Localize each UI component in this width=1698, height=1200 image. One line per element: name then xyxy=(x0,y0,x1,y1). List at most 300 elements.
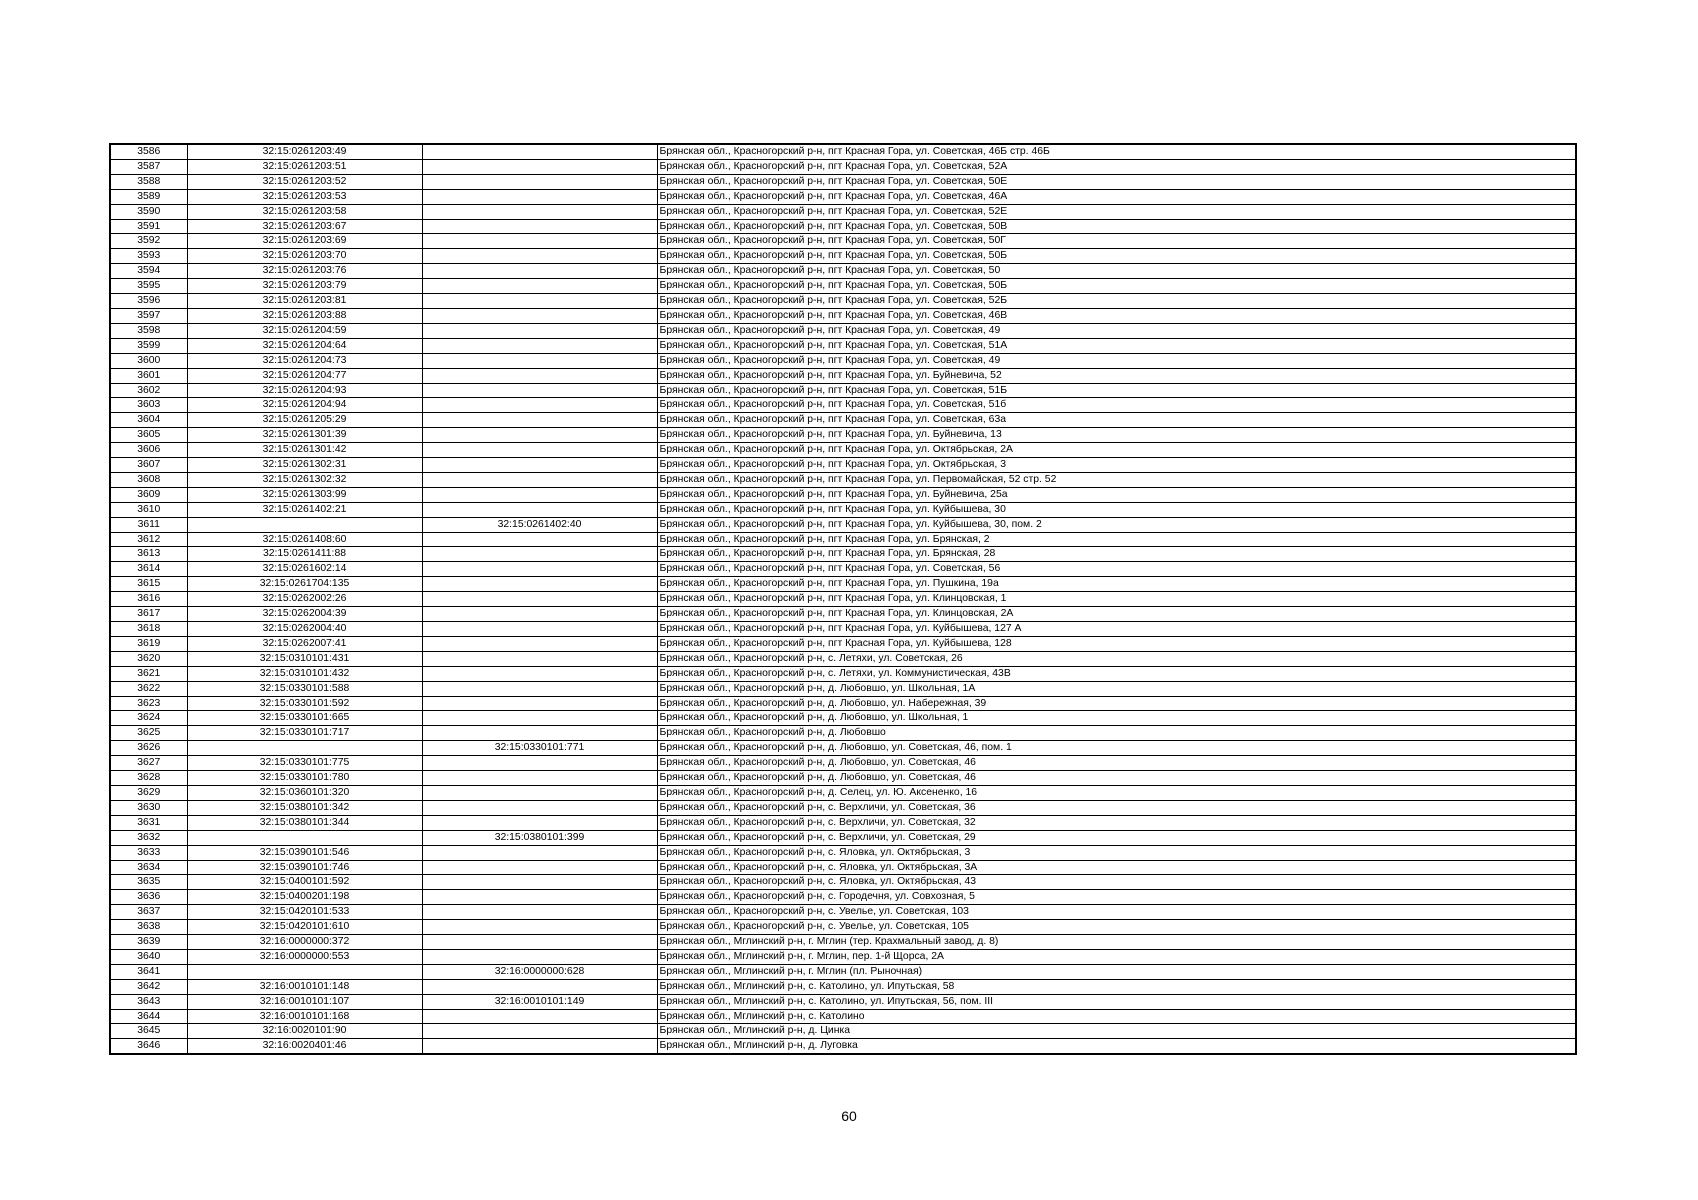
premises-cadastral-number-cell xyxy=(422,681,657,696)
cadastral-number-cell: 32:15:0261203:81 xyxy=(187,294,422,309)
address-cell: Брянская обл., Красногорский р-н, пгт Красная Гора, ул. Куйбышева, 30 xyxy=(657,502,1576,517)
address-cell: Брянская обл., Красногорский р-н, д. Любовшо, ул. Советская, 46 xyxy=(657,756,1576,771)
cadastral-number-cell: 32:15:0261204:59 xyxy=(187,323,422,338)
row-number-cell: 3614 xyxy=(110,562,187,577)
cadastral-number-cell: 32:15:0261203:58 xyxy=(187,204,422,219)
row-number-cell: 3629 xyxy=(110,785,187,800)
table-row xyxy=(110,1039,1576,1054)
premises-cadastral-number-cell xyxy=(422,771,657,786)
table-row xyxy=(110,398,1576,413)
table-row xyxy=(110,562,1576,577)
premises-cadastral-number-cell xyxy=(422,338,657,353)
address-cell: Брянская обл., Красногорский р-н, пгт Красная Гора, ул. Советская, 56 xyxy=(657,562,1576,577)
premises-cadastral-number-cell xyxy=(422,651,657,666)
address-cell: Брянская обл., Красногорский р-н, с. Городечня, ул. Совхозная, 5 xyxy=(657,890,1576,905)
premises-cadastral-number-cell xyxy=(422,622,657,637)
cadastral-number-cell: 32:15:0420101:610 xyxy=(187,920,422,935)
row-number-cell: 3646 xyxy=(110,1039,187,1054)
address-cell: Брянская обл., Красногорский р-н, с. Летяхи, ул. Коммунистическая, 43В xyxy=(657,666,1576,681)
cadastral-number-cell: 32:15:0261204:64 xyxy=(187,338,422,353)
cadastral-number-cell: 32:15:0262002:26 xyxy=(187,592,422,607)
table-row xyxy=(110,189,1576,204)
row-number-cell: 3644 xyxy=(110,1009,187,1024)
table-row xyxy=(110,517,1576,532)
table-row xyxy=(110,338,1576,353)
table-row xyxy=(110,472,1576,487)
premises-cadastral-number-cell xyxy=(422,234,657,249)
premises-cadastral-number-cell xyxy=(422,204,657,219)
premises-cadastral-number-cell xyxy=(422,144,657,159)
cadastral-number-cell: 32:15:0261203:52 xyxy=(187,174,422,189)
premises-cadastral-number-cell xyxy=(422,219,657,234)
address-cell: Брянская обл., Красногорский р-н, пгт Красная Гора, ул. Буйневича, 52 xyxy=(657,368,1576,383)
address-cell: Брянская обл., Красногорский р-н, пгт Красная Гора, ул. Клинцовская, 1 xyxy=(657,592,1576,607)
premises-cadastral-number-cell xyxy=(422,696,657,711)
row-number-cell: 3594 xyxy=(110,264,187,279)
address-cell: Брянская обл., Красногорский р-н, д. Любовшо xyxy=(657,726,1576,741)
cadastral-number-cell: 32:15:0261411:88 xyxy=(187,547,422,562)
address-cell: Брянская обл., Красногорский р-н, пгт Красная Гора, ул. Советская, 49 xyxy=(657,353,1576,368)
cadastral-number-cell xyxy=(187,964,422,979)
premises-cadastral-number-cell xyxy=(422,920,657,935)
premises-cadastral-number-cell xyxy=(422,308,657,323)
property-registry-table xyxy=(109,143,1577,1055)
premises-cadastral-number-cell xyxy=(422,443,657,458)
table-row xyxy=(110,174,1576,189)
address-cell: Брянская обл., Красногорский р-н, с. Яловка, ул. Октябрьская, 43 xyxy=(657,875,1576,890)
premises-cadastral-number-cell xyxy=(422,636,657,651)
cadastral-number-cell: 32:15:0261203:79 xyxy=(187,279,422,294)
address-cell: Брянская обл., Красногорский р-н, пгт Красная Гора, ул. Советская, 50Б xyxy=(657,279,1576,294)
cadastral-number-cell: 32:15:0360101:320 xyxy=(187,785,422,800)
premises-cadastral-number-cell xyxy=(422,472,657,487)
row-number-cell: 3627 xyxy=(110,756,187,771)
table-row xyxy=(110,845,1576,860)
row-number-cell: 3600 xyxy=(110,353,187,368)
premises-cadastral-number-cell xyxy=(422,174,657,189)
address-cell: Брянская обл., Красногорский р-н, пгт Красная Гора, ул. Советская, 52А xyxy=(657,159,1576,174)
row-number-cell: 3605 xyxy=(110,428,187,443)
row-number-cell: 3616 xyxy=(110,592,187,607)
address-cell: Брянская обл., Красногорский р-н, пгт Красная Гора, ул. Октябрьская, 2А xyxy=(657,443,1576,458)
address-cell: Брянская обл., Красногорский р-н, пгт Красная Гора, ул. Советская, 46А xyxy=(657,189,1576,204)
row-number-cell: 3637 xyxy=(110,905,187,920)
address-cell: Брянская обл., Мглинский р-н, г. Мглин (пл. Рыночная) xyxy=(657,964,1576,979)
address-cell: Брянская обл., Красногорский р-н, д. Любовшо, ул. Набережная, 39 xyxy=(657,696,1576,711)
address-cell: Брянская обл., Мглинский р-н, с. Католино xyxy=(657,1009,1576,1024)
premises-cadastral-number-cell: 32:15:0330101:771 xyxy=(422,741,657,756)
address-cell: Брянская обл., Мглинский р-н, д. Цинка xyxy=(657,1024,1576,1039)
cadastral-number-cell: 32:16:0020101:90 xyxy=(187,1024,422,1039)
table-row xyxy=(110,964,1576,979)
address-cell: Брянская обл., Красногорский р-н, с. Верхличи, ул. Советская, 36 xyxy=(657,800,1576,815)
row-number-cell: 3588 xyxy=(110,174,187,189)
table-row xyxy=(110,1024,1576,1039)
row-number-cell: 3621 xyxy=(110,666,187,681)
table-row xyxy=(110,696,1576,711)
table-row xyxy=(110,428,1576,443)
cadastral-number-cell: 32:15:0262004:39 xyxy=(187,607,422,622)
table-row xyxy=(110,979,1576,994)
address-cell: Брянская обл., Красногорский р-н, пгт Красная Гора, ул. Советская, 46Б стр. 46Б xyxy=(657,144,1576,159)
address-cell: Брянская обл., Красногорский р-н, с. Верхличи, ул. Советская, 32 xyxy=(657,815,1576,830)
premises-cadastral-number-cell xyxy=(422,592,657,607)
cadastral-number-cell: 32:16:0000000:372 xyxy=(187,935,422,950)
table-row xyxy=(110,308,1576,323)
premises-cadastral-number-cell xyxy=(422,279,657,294)
row-number-cell: 3592 xyxy=(110,234,187,249)
premises-cadastral-number-cell xyxy=(422,487,657,502)
table-row xyxy=(110,636,1576,651)
table-row xyxy=(110,592,1576,607)
address-cell: Брянская обл., Красногорский р-н, пгт Красная Гора, ул. Советская, 51Б xyxy=(657,383,1576,398)
row-number-cell: 3618 xyxy=(110,622,187,637)
premises-cadastral-number-cell xyxy=(422,785,657,800)
address-cell: Брянская обл., Красногорский р-н, пгт Красная Гора, ул. Буйневича, 13 xyxy=(657,428,1576,443)
cadastral-number-cell: 32:15:0261302:31 xyxy=(187,458,422,473)
address-cell: Брянская обл., Красногорский р-н, пгт Красная Гора, ул. Советская, 46В xyxy=(657,308,1576,323)
table-row xyxy=(110,875,1576,890)
row-number-cell: 3591 xyxy=(110,219,187,234)
registry-table-body xyxy=(110,144,1576,1054)
table-row xyxy=(110,323,1576,338)
cadastral-number-cell: 32:15:0261204:77 xyxy=(187,368,422,383)
row-number-cell: 3633 xyxy=(110,845,187,860)
premises-cadastral-number-cell xyxy=(422,979,657,994)
cadastral-number-cell: 32:15:0261203:88 xyxy=(187,308,422,323)
table-row xyxy=(110,264,1576,279)
row-number-cell: 3612 xyxy=(110,532,187,547)
cadastral-number-cell: 32:15:0261204:94 xyxy=(187,398,422,413)
premises-cadastral-number-cell xyxy=(422,264,657,279)
cadastral-number-cell xyxy=(187,830,422,845)
cadastral-number-cell: 32:15:0261203:67 xyxy=(187,219,422,234)
cadastral-number-cell: 32:15:0400101:592 xyxy=(187,875,422,890)
premises-cadastral-number-cell xyxy=(422,398,657,413)
address-cell: Брянская обл., Красногорский р-н, пгт Красная Гора, ул. Пушкина, 19а xyxy=(657,577,1576,592)
cadastral-number-cell: 32:15:0261704:135 xyxy=(187,577,422,592)
premises-cadastral-number-cell xyxy=(422,935,657,950)
premises-cadastral-number-cell xyxy=(422,845,657,860)
table-row xyxy=(110,651,1576,666)
row-number-cell: 3613 xyxy=(110,547,187,562)
row-number-cell: 3586 xyxy=(110,144,187,159)
row-number-cell: 3617 xyxy=(110,607,187,622)
table-row xyxy=(110,890,1576,905)
table-row xyxy=(110,413,1576,428)
table-row xyxy=(110,532,1576,547)
cadastral-number-cell: 32:15:0261204:93 xyxy=(187,383,422,398)
row-number-cell: 3595 xyxy=(110,279,187,294)
cadastral-number-cell: 32:15:0261203:53 xyxy=(187,189,422,204)
premises-cadastral-number-cell xyxy=(422,1024,657,1039)
row-number-cell: 3597 xyxy=(110,308,187,323)
premises-cadastral-number-cell xyxy=(422,1039,657,1054)
cadastral-number-cell: 32:15:0261205:29 xyxy=(187,413,422,428)
table-row xyxy=(110,711,1576,726)
table-row xyxy=(110,502,1576,517)
address-cell: Брянская обл., Красногорский р-н, с. Увелье, ул. Советская, 105 xyxy=(657,920,1576,935)
cadastral-number-cell: 32:15:0261203:69 xyxy=(187,234,422,249)
address-cell: Брянская обл., Красногорский р-н, д. Любовшо, ул. Советская, 46 xyxy=(657,771,1576,786)
row-number-cell: 3610 xyxy=(110,502,187,517)
premises-cadastral-number-cell: 32:15:0261402:40 xyxy=(422,517,657,532)
address-cell: Брянская обл., Красногорский р-н, пгт Красная Гора, ул. Брянская, 2 xyxy=(657,532,1576,547)
premises-cadastral-number-cell xyxy=(422,383,657,398)
address-cell: Брянская обл., Красногорский р-н, пгт Красная Гора, ул. Советская, 63а xyxy=(657,413,1576,428)
premises-cadastral-number-cell xyxy=(422,756,657,771)
row-number-cell: 3641 xyxy=(110,964,187,979)
table-row xyxy=(110,547,1576,562)
cadastral-number-cell: 32:15:0261402:21 xyxy=(187,502,422,517)
cadastral-number-cell: 32:15:0420101:533 xyxy=(187,905,422,920)
address-cell: Брянская обл., Красногорский р-н, пгт Красная Гора, ул. Клинцовская, 2А xyxy=(657,607,1576,622)
table-row xyxy=(110,368,1576,383)
table-row xyxy=(110,905,1576,920)
cadastral-number-cell: 32:16:0020401:46 xyxy=(187,1039,422,1054)
row-number-cell: 3609 xyxy=(110,487,187,502)
address-cell: Брянская обл., Красногорский р-н, пгт Красная Гора, ул. Советская, 50 xyxy=(657,264,1576,279)
table-row xyxy=(110,249,1576,264)
row-number-cell: 3625 xyxy=(110,726,187,741)
table-row xyxy=(110,726,1576,741)
cadastral-number-cell: 32:15:0262004:40 xyxy=(187,622,422,637)
row-number-cell: 3636 xyxy=(110,890,187,905)
address-cell: Брянская обл., Мглинский р-н, с. Католино, ул. Ипутьская, 56, пом. III xyxy=(657,994,1576,1009)
page-number: 60 xyxy=(841,1108,857,1124)
row-number-cell: 3607 xyxy=(110,458,187,473)
premises-cadastral-number-cell xyxy=(422,875,657,890)
cadastral-number-cell: 32:16:0010101:107 xyxy=(187,994,422,1009)
row-number-cell: 3640 xyxy=(110,949,187,964)
table-row xyxy=(110,771,1576,786)
cadastral-number-cell: 32:16:0010101:168 xyxy=(187,1009,422,1024)
row-number-cell: 3628 xyxy=(110,771,187,786)
table-row xyxy=(110,1009,1576,1024)
row-number-cell: 3615 xyxy=(110,577,187,592)
premises-cadastral-number-cell xyxy=(422,815,657,830)
address-cell: Брянская обл., Красногорский р-н, пгт Красная Гора, ул. Куйбышева, 128 xyxy=(657,636,1576,651)
table-row xyxy=(110,622,1576,637)
row-number-cell: 3589 xyxy=(110,189,187,204)
address-cell: Брянская обл., Красногорский р-н, пгт Красная Гора, ул. Советская, 50Г xyxy=(657,234,1576,249)
address-cell: Брянская обл., Красногорский р-н, пгт Красная Гора, ул. Советская, 50Е xyxy=(657,174,1576,189)
address-cell: Брянская обл., Красногорский р-н, пгт Красная Гора, ул. Куйбышева, 30, пом. 2 xyxy=(657,517,1576,532)
address-cell: Брянская обл., Красногорский р-н, с. Верхличи, ул. Советская, 29 xyxy=(657,830,1576,845)
address-cell: Брянская обл., Красногорский р-н, д. Любовшо, ул. Школьная, 1А xyxy=(657,681,1576,696)
premises-cadastral-number-cell xyxy=(422,890,657,905)
table-row xyxy=(110,666,1576,681)
row-number-cell: 3642 xyxy=(110,979,187,994)
premises-cadastral-number-cell xyxy=(422,666,657,681)
row-number-cell: 3601 xyxy=(110,368,187,383)
row-number-cell: 3643 xyxy=(110,994,187,1009)
row-number-cell: 3638 xyxy=(110,920,187,935)
cadastral-number-cell xyxy=(187,517,422,532)
premises-cadastral-number-cell xyxy=(422,353,657,368)
row-number-cell: 3634 xyxy=(110,860,187,875)
table-row xyxy=(110,577,1576,592)
cadastral-number-cell: 32:15:0380101:342 xyxy=(187,800,422,815)
row-number-cell: 3602 xyxy=(110,383,187,398)
cadastral-number-cell: 32:15:0261203:51 xyxy=(187,159,422,174)
table-row xyxy=(110,681,1576,696)
premises-cadastral-number-cell xyxy=(422,428,657,443)
cadastral-number-cell: 32:15:0380101:344 xyxy=(187,815,422,830)
premises-cadastral-number-cell xyxy=(422,1009,657,1024)
row-number-cell: 3619 xyxy=(110,636,187,651)
cadastral-number-cell: 32:15:0261204:73 xyxy=(187,353,422,368)
address-cell: Брянская обл., Красногорский р-н, пгт Красная Гора, ул. Советская, 52Е xyxy=(657,204,1576,219)
address-cell: Брянская обл., Красногорский р-н, пгт Красная Гора, ул. Куйбышева, 127 А xyxy=(657,622,1576,637)
address-cell: Брянская обл., Мглинский р-н, г. Мглин, пер. 1-й Щорса, 2А xyxy=(657,949,1576,964)
premises-cadastral-number-cell: 32:16:0000000:628 xyxy=(422,964,657,979)
row-number-cell: 3598 xyxy=(110,323,187,338)
cadastral-number-cell: 32:15:0330101:717 xyxy=(187,726,422,741)
address-cell: Брянская обл., Красногорский р-н, с. Яловка, ул. Октябрьская, 3А xyxy=(657,860,1576,875)
cadastral-number-cell: 32:15:0261203:76 xyxy=(187,264,422,279)
premises-cadastral-number-cell: 32:16:0010101:149 xyxy=(422,994,657,1009)
cadastral-number-cell: 32:15:0261203:70 xyxy=(187,249,422,264)
row-number-cell: 3632 xyxy=(110,830,187,845)
premises-cadastral-number-cell xyxy=(422,711,657,726)
cadastral-number-cell: 32:16:0000000:553 xyxy=(187,949,422,964)
row-number-cell: 3630 xyxy=(110,800,187,815)
premises-cadastral-number-cell xyxy=(422,905,657,920)
address-cell: Брянская обл., Красногорский р-н, пгт Красная Гора, ул. Советская, 50Б xyxy=(657,249,1576,264)
table-row xyxy=(110,860,1576,875)
table-row xyxy=(110,234,1576,249)
table-row xyxy=(110,815,1576,830)
premises-cadastral-number-cell xyxy=(422,159,657,174)
premises-cadastral-number-cell xyxy=(422,323,657,338)
address-cell: Брянская обл., Красногорский р-н, пгт Красная Гора, ул. Советская, 51б xyxy=(657,398,1576,413)
cadastral-number-cell: 32:15:0310101:431 xyxy=(187,651,422,666)
premises-cadastral-number-cell xyxy=(422,800,657,815)
premises-cadastral-number-cell xyxy=(422,502,657,517)
cadastral-number-cell: 32:15:0400201:198 xyxy=(187,890,422,905)
table-row xyxy=(110,294,1576,309)
premises-cadastral-number-cell xyxy=(422,294,657,309)
cadastral-number-cell: 32:15:0330101:780 xyxy=(187,771,422,786)
cadastral-number-cell xyxy=(187,741,422,756)
premises-cadastral-number-cell xyxy=(422,458,657,473)
cadastral-number-cell: 32:15:0330101:775 xyxy=(187,756,422,771)
address-cell: Брянская обл., Красногорский р-н, д. Селец, ул. Ю. Аксененко, 16 xyxy=(657,785,1576,800)
table-row xyxy=(110,204,1576,219)
cadastral-number-cell: 32:15:0261203:49 xyxy=(187,144,422,159)
cadastral-number-cell: 32:15:0262007:41 xyxy=(187,636,422,651)
premises-cadastral-number-cell xyxy=(422,562,657,577)
premises-cadastral-number-cell xyxy=(422,949,657,964)
cadastral-number-cell: 32:16:0010101:148 xyxy=(187,979,422,994)
address-cell: Брянская обл., Красногорский р-н, пгт Красная Гора, ул. Брянская, 28 xyxy=(657,547,1576,562)
table-row xyxy=(110,741,1576,756)
address-cell: Брянская обл., Красногорский р-н, пгт Красная Гора, ул. Советская, 52Б xyxy=(657,294,1576,309)
table-row xyxy=(110,443,1576,458)
row-number-cell: 3587 xyxy=(110,159,187,174)
address-cell: Брянская обл., Красногорский р-н, пгт Красная Гора, ул. Советская, 51А xyxy=(657,338,1576,353)
address-cell: Брянская обл., Мглинский р-н, д. Луговка xyxy=(657,1039,1576,1054)
cadastral-number-cell: 32:15:0261301:42 xyxy=(187,443,422,458)
row-number-cell: 3635 xyxy=(110,875,187,890)
cadastral-number-cell: 32:15:0310101:432 xyxy=(187,666,422,681)
table-row xyxy=(110,383,1576,398)
table-row xyxy=(110,785,1576,800)
row-number-cell: 3622 xyxy=(110,681,187,696)
address-cell: Брянская обл., Красногорский р-н, д. Любовшо, ул. Школьная, 1 xyxy=(657,711,1576,726)
row-number-cell: 3590 xyxy=(110,204,187,219)
cadastral-number-cell: 32:15:0261301:39 xyxy=(187,428,422,443)
table-row xyxy=(110,920,1576,935)
address-cell: Брянская обл., Красногорский р-н, с. Увелье, ул. Советская, 103 xyxy=(657,905,1576,920)
cadastral-number-cell: 32:15:0261302:32 xyxy=(187,472,422,487)
table-row xyxy=(110,994,1576,1009)
row-number-cell: 3623 xyxy=(110,696,187,711)
table-row xyxy=(110,159,1576,174)
row-number-cell: 3604 xyxy=(110,413,187,428)
table-row xyxy=(110,935,1576,950)
row-number-cell: 3596 xyxy=(110,294,187,309)
premises-cadastral-number-cell xyxy=(422,189,657,204)
cadastral-number-cell: 32:15:0261602:14 xyxy=(187,562,422,577)
row-number-cell: 3626 xyxy=(110,741,187,756)
premises-cadastral-number-cell xyxy=(422,577,657,592)
cadastral-number-cell: 32:15:0261408:60 xyxy=(187,532,422,547)
row-number-cell: 3611 xyxy=(110,517,187,532)
table-row xyxy=(110,830,1576,845)
table-row xyxy=(110,756,1576,771)
row-number-cell: 3639 xyxy=(110,935,187,950)
address-cell: Брянская обл., Красногорский р-н, с. Летяхи, ул. Советская, 26 xyxy=(657,651,1576,666)
row-number-cell: 3603 xyxy=(110,398,187,413)
table-row xyxy=(110,144,1576,159)
cadastral-number-cell: 32:15:0261303:99 xyxy=(187,487,422,502)
address-cell: Брянская обл., Красногорский р-н, пгт Красная Гора, ул. Советская, 50В xyxy=(657,219,1576,234)
row-number-cell: 3608 xyxy=(110,472,187,487)
address-cell: Брянская обл., Красногорский р-н, пгт Красная Гора, ул. Октябрьская, 3 xyxy=(657,458,1576,473)
cadastral-number-cell: 32:15:0330101:592 xyxy=(187,696,422,711)
premises-cadastral-number-cell xyxy=(422,532,657,547)
table-row xyxy=(110,353,1576,368)
table-row xyxy=(110,279,1576,294)
table-row xyxy=(110,800,1576,815)
cadastral-number-cell: 32:15:0390101:546 xyxy=(187,845,422,860)
cadastral-number-cell: 32:15:0330101:588 xyxy=(187,681,422,696)
table-row xyxy=(110,219,1576,234)
premises-cadastral-number-cell xyxy=(422,368,657,383)
address-cell: Брянская обл., Красногорский р-н, д. Любовшо, ул. Советская, 46, пом. 1 xyxy=(657,741,1576,756)
premises-cadastral-number-cell xyxy=(422,413,657,428)
premises-cadastral-number-cell: 32:15:0380101:399 xyxy=(422,830,657,845)
cadastral-number-cell: 32:15:0330101:665 xyxy=(187,711,422,726)
row-number-cell: 3593 xyxy=(110,249,187,264)
cadastral-number-cell: 32:15:0390101:746 xyxy=(187,860,422,875)
premises-cadastral-number-cell xyxy=(422,860,657,875)
row-number-cell: 3645 xyxy=(110,1024,187,1039)
table-row xyxy=(110,607,1576,622)
address-cell: Брянская обл., Красногорский р-н, пгт Красная Гора, ул. Первомайская, 52 стр. 52 xyxy=(657,472,1576,487)
table-row xyxy=(110,458,1576,473)
premises-cadastral-number-cell xyxy=(422,249,657,264)
address-cell: Брянская обл., Красногорский р-н, пгт Красная Гора, ул. Буйневича, 25а xyxy=(657,487,1576,502)
premises-cadastral-number-cell xyxy=(422,547,657,562)
table-row xyxy=(110,487,1576,502)
row-number-cell: 3599 xyxy=(110,338,187,353)
address-cell: Брянская обл., Мглинский р-н, с. Католино, ул. Ипутьская, 58 xyxy=(657,979,1576,994)
premises-cadastral-number-cell xyxy=(422,726,657,741)
premises-cadastral-number-cell xyxy=(422,607,657,622)
